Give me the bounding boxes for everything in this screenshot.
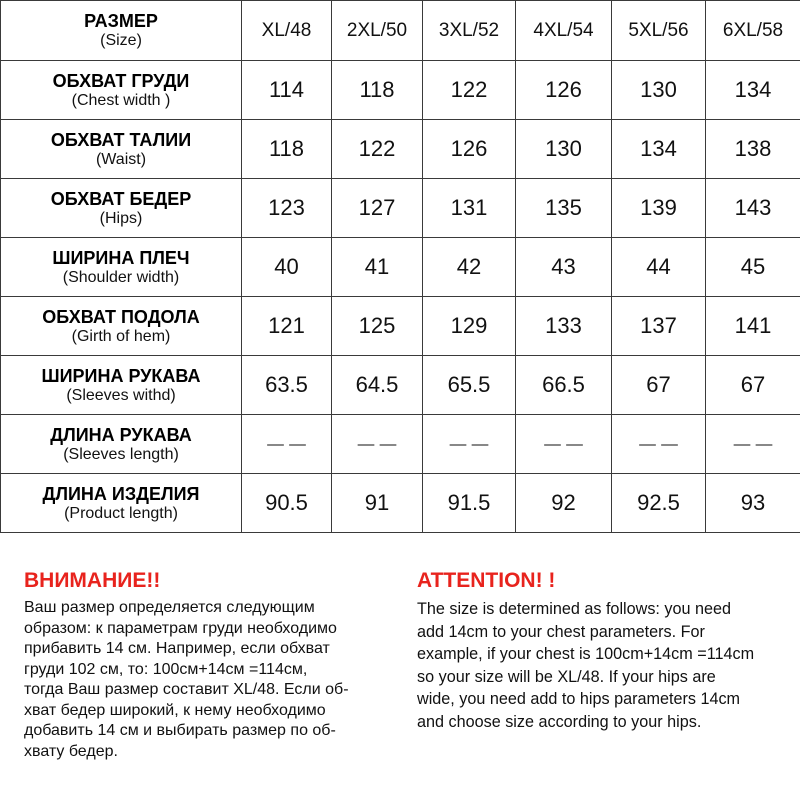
table-row-sleeve-length (1, 415, 800, 474)
table-cell (423, 179, 516, 238)
table-cell (423, 61, 516, 120)
cell-value: 130 (640, 77, 677, 102)
cell-value: 114 (268, 77, 305, 102)
cell-value: 134 (640, 136, 677, 161)
table-cell (706, 297, 800, 356)
cell-value: －－ (730, 432, 775, 458)
size-header-cell (516, 1, 612, 61)
table-row-hips (1, 179, 800, 238)
table-cell (612, 120, 706, 179)
cell-value: 118 (359, 77, 395, 102)
cell-value: 143 (734, 195, 772, 220)
table-cell (332, 474, 423, 533)
table-cell (332, 120, 423, 179)
size-header-cell (612, 1, 706, 61)
row-label-ru: ШИРИНА РУКАВА (41, 365, 201, 386)
table-cell (242, 179, 332, 238)
table-cell (612, 415, 706, 474)
table-cell (516, 474, 612, 533)
table-cell (423, 415, 516, 474)
cell-value: 67 (740, 372, 766, 397)
row-label-ru: ОБХВАТ ГРУДИ (52, 70, 190, 91)
table-cell (332, 415, 423, 474)
cell-value: 65.5 (447, 372, 491, 397)
size-header-cell (332, 1, 423, 61)
notice-ru-line: добавить 14 см и выбирать размер по об- (24, 722, 336, 739)
table-cell (242, 415, 332, 474)
row-label (1, 179, 242, 238)
table-cell (612, 474, 706, 533)
table-cell (516, 179, 612, 238)
size-label-ru: РАЗМЕР (84, 11, 158, 31)
size-header-cell (423, 1, 516, 61)
cell-value: 133 (545, 313, 582, 338)
notice-en-line: wide, you need add to hips parameters 14cm (417, 690, 741, 708)
size-name: 2XL/50 (346, 19, 408, 41)
table-cell (423, 238, 516, 297)
notice-en-line: The size is determined as follows: you need (417, 600, 732, 618)
row-label (1, 356, 242, 415)
row-label-en: (Girth of hem) (71, 327, 171, 345)
notice-ru-line: образом: к параметрам груди необходимо (24, 619, 337, 637)
table-cell (242, 356, 332, 415)
row-label (1, 297, 242, 356)
size-header-label (1, 1, 242, 61)
notice-ru-line: хват бедер широкий, к нему необходимо (24, 701, 326, 719)
row-label-en: (Waist) (95, 150, 147, 168)
notice-ru-line: хвату бедер. (24, 742, 118, 760)
notice-en-line: so your size will be XL/48. If your hips are (417, 667, 716, 686)
table-cell (516, 297, 612, 356)
cell-value: 123 (268, 195, 305, 220)
notice-ru-title: ВНИМАНИЕ!! (24, 569, 161, 592)
table-cell (332, 238, 423, 297)
cell-value: 122 (450, 77, 488, 102)
cell-value: 90.5 (265, 490, 308, 515)
table-cell (332, 297, 423, 356)
table-cell (423, 297, 516, 356)
cell-value: 138 (734, 136, 772, 161)
table-cell (516, 238, 612, 297)
table-cell (706, 356, 800, 415)
table-row-product-length (1, 474, 800, 533)
cell-value: 131 (450, 195, 488, 220)
row-label (1, 474, 242, 533)
cell-value: 41 (364, 254, 390, 279)
row-label-en: (Shoulder width) (62, 268, 180, 286)
cell-value: 44 (646, 254, 671, 279)
cell-value: 45 (740, 254, 766, 279)
row-label-en: (Sleeves withd) (66, 386, 176, 404)
table-cell (516, 120, 612, 179)
cell-value: 91 (364, 490, 390, 515)
cell-value: －－ (446, 432, 491, 458)
cell-value: 135 (545, 195, 582, 220)
cell-value: 126 (450, 136, 488, 161)
cell-value: 40 (274, 254, 299, 279)
notice-ru-line: тогда Ваш размер составит XL/48. Если об- (24, 681, 349, 698)
notice-english (417, 568, 800, 733)
table-cell (612, 356, 706, 415)
table-cell (612, 61, 706, 120)
table-cell (242, 297, 332, 356)
cell-value: 43 (551, 254, 576, 279)
cell-value: 92 (551, 490, 576, 515)
cell-value: 129 (450, 313, 488, 338)
cell-value: 63.5 (265, 372, 308, 397)
size-name: 5XL/56 (628, 19, 689, 41)
cell-value: 122 (358, 136, 396, 161)
table-cell (242, 61, 332, 120)
size-name: 6XL/58 (722, 19, 784, 41)
notice-ru-line: груди 102 см, то: 100см+14см =114см, (24, 660, 308, 678)
cell-value: －－ (541, 432, 586, 458)
cell-value: 118 (268, 136, 305, 161)
table-cell (612, 179, 706, 238)
table-cell (242, 474, 332, 533)
row-label-ru: ШИРИНА ПЛЕЧ (52, 247, 190, 268)
table-cell (706, 61, 800, 120)
table-row-waist (1, 120, 800, 179)
table-cell (423, 474, 516, 533)
notice-ru-line: Ваш размер определяется следующим (24, 599, 315, 616)
cell-value: －－ (264, 432, 309, 458)
size-name: XL/48 (261, 19, 312, 41)
row-label-ru: ДЛИНА ИЗДЕЛИЯ (42, 483, 200, 504)
size-header-cell (706, 1, 800, 61)
row-label-en: (Product length) (64, 504, 178, 522)
cell-value: 134 (734, 77, 772, 102)
cell-value: 137 (640, 313, 677, 338)
table-cell (516, 356, 612, 415)
row-label-ru: ОБХВАТ ТАЛИИ (50, 129, 192, 150)
table-row-chest (1, 61, 800, 120)
cell-value: 66.5 (542, 372, 585, 397)
table-cell (332, 356, 423, 415)
cell-value: 141 (734, 313, 772, 338)
notice-en-title: ATTENTION! ! (417, 569, 556, 592)
notice-en-line: example, if your chest is 100cm+14cm =114cm (417, 645, 755, 663)
table-cell (706, 179, 800, 238)
row-label-ru: ДЛИНА РУКАВА (50, 424, 192, 445)
size-label-en: (Size) (100, 32, 142, 49)
size-header-cell (242, 1, 332, 61)
table-cell (423, 356, 516, 415)
table-cell (516, 61, 612, 120)
notice-russian (24, 568, 414, 762)
table-cell (706, 474, 800, 533)
cell-value: 67 (646, 372, 671, 397)
cell-value: 92.5 (637, 490, 680, 515)
cell-value: 64.5 (355, 372, 399, 397)
table-cell (242, 120, 332, 179)
row-label-en: (Sleeves length) (63, 445, 179, 463)
table-cell (706, 120, 800, 179)
size-name: 3XL/52 (438, 19, 500, 41)
table-cell (242, 238, 332, 297)
cell-value: 93 (740, 490, 766, 515)
table-row-hem (1, 297, 800, 356)
row-label-ru: ОБХВАТ ПОДОЛА (42, 306, 200, 327)
size-header-row (1, 1, 800, 61)
cell-value: 91.5 (447, 490, 491, 515)
cell-value: 130 (545, 136, 582, 161)
row-label (1, 415, 242, 474)
cell-value: 139 (640, 195, 677, 220)
row-label-ru: ОБХВАТ БЕДЕР (50, 188, 192, 209)
table-cell (423, 120, 516, 179)
row-label-en: (Hips) (99, 209, 143, 227)
table-cell (612, 238, 706, 297)
notice-ru-line: прибавить 14 см. Например, если обхват (24, 640, 330, 657)
row-label (1, 238, 242, 297)
cell-value: 42 (456, 254, 482, 279)
table-cell (706, 415, 800, 474)
table-cell (516, 415, 612, 474)
notice-en-line: and choose size according to your hips. (417, 712, 702, 731)
table-cell (706, 238, 800, 297)
table-cell (612, 297, 706, 356)
table-cell (332, 61, 423, 120)
cell-value: 125 (358, 313, 396, 338)
table-row-shoulder (1, 238, 800, 297)
table-cell (332, 179, 423, 238)
table-row-sleeve-width (1, 356, 800, 415)
cell-value: －－ (636, 432, 681, 458)
cell-value: 126 (545, 77, 582, 102)
size-name: 4XL/54 (533, 19, 594, 41)
notice-en-line: add 14cm to your chest parameters. For (417, 622, 705, 641)
row-label (1, 61, 242, 120)
cell-value: 121 (268, 313, 305, 338)
cell-value: 127 (358, 195, 396, 220)
cell-value: －－ (354, 432, 399, 458)
row-label (1, 120, 242, 179)
row-label-en: (Chest width ) (71, 91, 171, 109)
